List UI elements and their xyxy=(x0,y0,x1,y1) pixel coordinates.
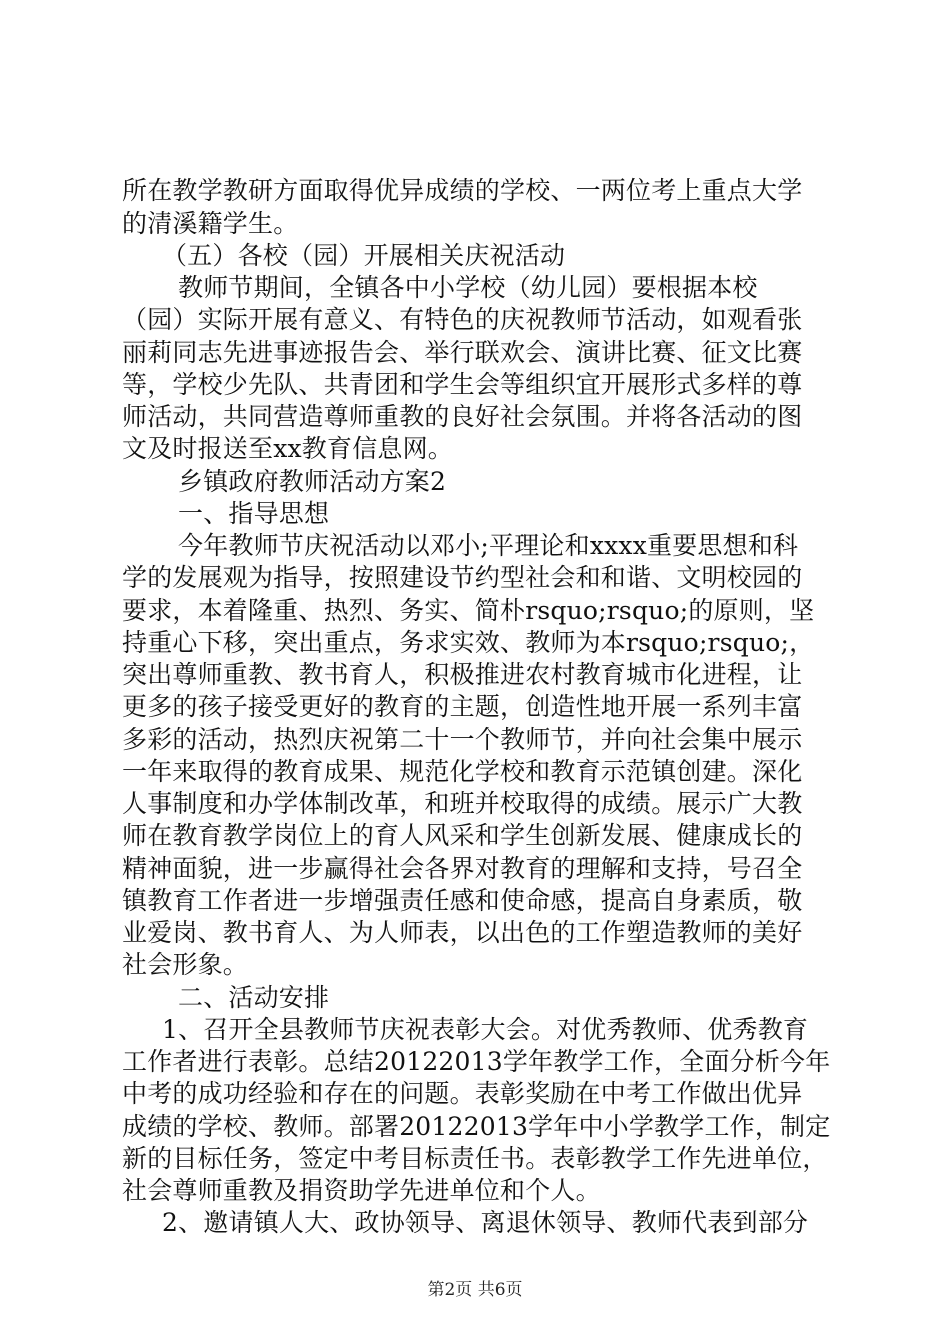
text-line: 业爱岗、教书育人、为人师表，以出色的工作塑造教师的美好 xyxy=(122,918,803,947)
text-line: 持重心下移，突出重点，务求实效、教师为本rsquo;rsquo;， xyxy=(122,628,815,657)
text-line: 一年来取得的教育成果、规范化学校和教育示范镇创建。深化 xyxy=(122,757,803,786)
section-heading: 二、活动安排 xyxy=(178,983,330,1012)
document-subtitle: 乡镇政府教师活动方案2 xyxy=(178,467,447,496)
text-line: 工作者进行表彰。总结20122013学年教学工作，全面分析今年 xyxy=(122,1047,831,1076)
text-line: （园）实际开展有意义、有特色的庆祝教师节活动，如观看张 xyxy=(122,305,803,334)
text-line: 镇教育工作者进一步增强责任感和使命感，提高自身素质，敬 xyxy=(122,886,803,915)
text-line: 突出尊师重教、教书育人，积极推进农村教育城市化进程，让 xyxy=(122,660,803,689)
text-line: 社会形象。 xyxy=(122,950,249,979)
text-line: 社会尊师重教及捐资助学先进单位和个人。 xyxy=(122,1176,601,1205)
text-line: 丽莉同志先进事迹报告会、举行联欢会、演讲比赛、征文比赛 xyxy=(122,338,803,367)
text-line: 更多的孩子接受更好的教育的主题，创造性地开展一系列丰富 xyxy=(122,692,803,721)
page-number-footer: 第2页 共6页 xyxy=(427,1280,523,1300)
text-line: 今年教师节庆祝活动以邓小;平理论和xxxx重要思想和科 xyxy=(178,531,799,560)
text-line: 1、召开全县教师节庆祝表彰大会。对优秀教师、优秀教育 xyxy=(162,1015,809,1044)
text-line: 要求，本着隆重、热烈、务实、简朴rsquo;rsquo;的原则，坚 xyxy=(122,596,815,625)
section-heading: 一、指导思想 xyxy=(178,499,330,528)
text-line: 学的发展观为指导，按照建设节约型社会和和谐、文明校园的 xyxy=(122,563,803,592)
text-line: 精神面貌，进一步赢得社会各界对教育的理解和支持，号召全 xyxy=(122,854,803,883)
text-line: 的清溪籍学生。 xyxy=(122,209,299,238)
text-line: 师活动，共同营造尊师重教的良好社会氛围。并将各活动的图 xyxy=(122,402,803,431)
text-line: 中考的成功经验和存在的问题。表彰奖励在中考工作做出优异 xyxy=(122,1079,803,1108)
text-line: 等，学校少先队、共青团和学生会等组织宜开展形式多样的尊 xyxy=(122,370,803,399)
text-line: 教师节期间，全镇各中小学校（幼儿园）要根据本校 xyxy=(178,273,758,302)
text-line: 2、邀请镇人大、政协领导、离退休领导、教师代表到部分 xyxy=(162,1208,809,1237)
text-line: 多彩的活动，热烈庆祝第二十一个教师节，并向社会集中展示 xyxy=(122,725,803,754)
text-line: 成绩的学校、教师。部署20122013学年中小学教学工作，制定 xyxy=(122,1112,831,1141)
text-line: 新的目标任务，签定中考目标责任书。表彰教学工作先进单位， xyxy=(122,1144,828,1173)
text-line: 师在教育教学岗位上的育人风采和学生创新发展、健康成长的 xyxy=(122,821,803,850)
text-line: 文及时报送至xx教育信息网。 xyxy=(122,434,453,463)
text-line: 人事制度和办学体制改革，和班并校取得的成绩。展示广大教 xyxy=(122,789,803,818)
section-heading: （五）各校（园）开展相关庆祝活动 xyxy=(162,241,566,270)
text-line: 所在教学教研方面取得优异成绩的学校、一两位考上重点大学 xyxy=(122,176,803,205)
